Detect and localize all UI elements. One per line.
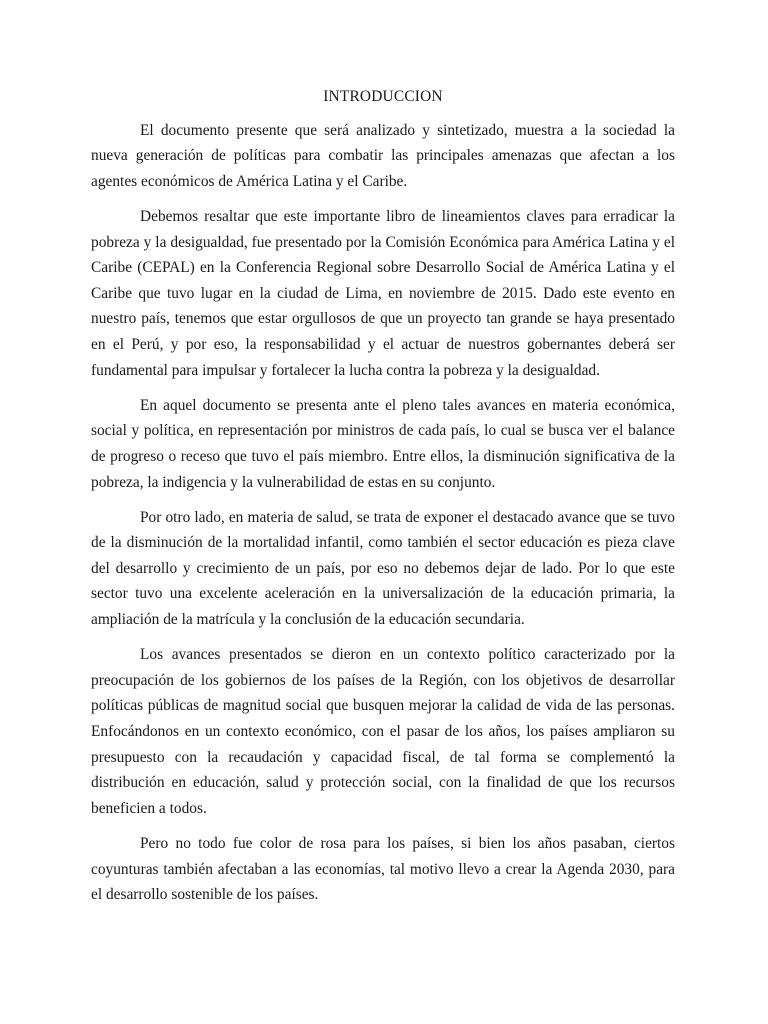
paragraph-4: Por otro lado, en materia de salud, se trata de exponer el destacado avance que se tuvo de la disminución de la mortalidad infantil, como también el sector educación es pieza clave del desarrollo y crecimiento de un país, por eso no debemos dejar de lado. Por lo que este sector tuvo una excelente aceleración en la universalización de la educación primaria, la ampliación de la matrícula y la conclusión de la educación secundaria. [91,508,675,629]
document-title: INTRODUCCION [323,88,443,105]
paragraph-3: En aquel documento se presenta ante el pleno tales avances en materia económica, social y política, en representación por ministros de cada país, lo cual se busca ver el balance de progreso o receso que tuvo el país miembro. Entre ellos, la disminución significativa de la pobreza, la indigencia y la vulnerabilidad de estas en su conjunto. [91,396,675,491]
paragraph-2: Debemos resaltar que este importante libro de lineamientos claves para erradicar la pobreza y la desigualdad, fue presentado por la Comisión Económica para América Latina y el Caribe (CEPAL) en la Conferencia Regional sobre Desarrollo Social de América Latina y el Caribe que tuvo lugar en la ciudad de Lima, en noviembre de 2015. Dado este evento en nuestro país, tenemos que estar orgullosos de que un proyecto tan grande se haya presentado en el Perú, y por eso, la responsabilidad y el actuar de nuestros gobernantes deberá ser fundamental para impulsar y fortalecer la lucha contra la pobreza y la desigualdad. [91,207,675,379]
paragraph-1: El documento presente que será analizado y sintetizado, muestra a la sociedad la nueva generación de políticas para combatir las principales amenazas que afectan a los agentes económicos de América Latina y el Caribe. [91,121,675,190]
paragraph-6: Pero no todo fue color de rosa para los países, si bien los años pasaban, ciertos coyunturas también afectaban a las economías, tal motivo llevo a crear la Agenda 2030, para el desarrollo sostenible de los países. [91,835,675,904]
document-body [91,84,675,917]
paragraph-5: Los avances presentados se dieron en un contexto político caracterizado por la preocupación de los gobiernos de los países de la Región, con los objetivos de desarrollar políticas públicas de magnitud social que busquen mejorar la calidad de vida de las personas. Enfocándonos en un contexto económico, con el pasar de los años, los países ampliaron su presupuesto con la recaudación y capacidad fiscal, de tal forma se complementó la distribución en educación, salud y protección social, con la finalidad de que los recursos beneficien a todos. [91,646,675,817]
